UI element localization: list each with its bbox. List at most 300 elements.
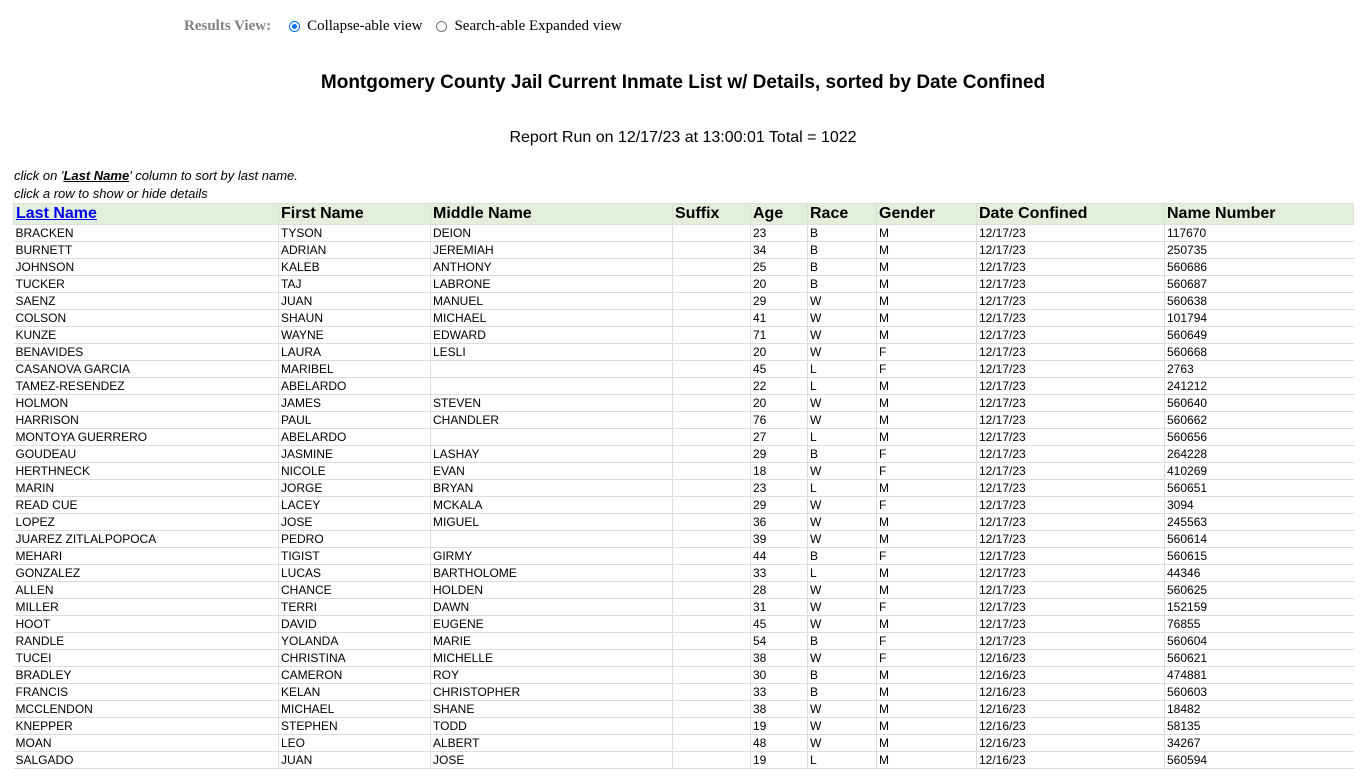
race-cell: W <box>808 395 877 412</box>
gender-cell: M <box>877 565 977 582</box>
middle-name-cell: MARIE <box>431 633 673 650</box>
table-row[interactable] <box>14 480 1354 497</box>
date-confined-cell: 12/16/23 <box>977 735 1165 752</box>
gender-cell: M <box>877 225 977 242</box>
middle-name-cell: LABRONE <box>431 276 673 293</box>
suffix-cell <box>673 718 751 735</box>
report-run-info: Report Run on 12/17/23 at 13:00:01 Total = 1022 <box>509 129 857 146</box>
gender-cell: M <box>877 514 977 531</box>
middle-name-cell: LESLI <box>431 344 673 361</box>
suffix-cell <box>673 599 751 616</box>
last-name-cell: RANDLE <box>14 633 279 650</box>
date-confined-cell: 12/17/23 <box>977 361 1165 378</box>
date-confined-cell: 12/17/23 <box>977 242 1165 259</box>
suffix-cell <box>673 344 751 361</box>
date-confined-cell: 12/17/23 <box>977 446 1165 463</box>
age-cell: 19 <box>751 752 808 769</box>
last-name-cell: MARIN <box>14 480 279 497</box>
gender-cell: F <box>877 497 977 514</box>
sort-instruction-post: ' column to sort by last name. <box>129 168 298 183</box>
table-row[interactable] <box>14 361 1354 378</box>
first-name-cell: KALEB <box>279 259 431 276</box>
last-name-cell: MOAN <box>14 735 279 752</box>
first-name-cell: JUAN <box>279 752 431 769</box>
race-cell: B <box>808 684 877 701</box>
age-cell: 71 <box>751 327 808 344</box>
table-row[interactable] <box>14 293 1354 310</box>
age-cell: 23 <box>751 225 808 242</box>
middle-name-cell: MCKALA <box>431 497 673 514</box>
name-number-cell: 560604 <box>1165 633 1354 650</box>
first-name-cell: ABELARDO <box>279 429 431 446</box>
race-cell: W <box>808 327 877 344</box>
first-name-cell: STEPHEN <box>279 718 431 735</box>
first-name-cell: SHAUN <box>279 310 431 327</box>
race-cell: L <box>808 361 877 378</box>
name-number-cell: 241212 <box>1165 378 1354 395</box>
age-cell: 22 <box>751 378 808 395</box>
table-row[interactable] <box>14 531 1354 548</box>
race-cell: L <box>808 378 877 395</box>
suffix-cell <box>673 497 751 514</box>
middle-name-cell: ROY <box>431 667 673 684</box>
first-name-cell: CHRISTINA <box>279 650 431 667</box>
middle-name-cell <box>431 531 673 548</box>
sort-by-last-name-link[interactable]: Last Name <box>16 205 97 222</box>
date-confined-cell: 12/17/23 <box>977 310 1165 327</box>
table-row[interactable] <box>14 599 1354 616</box>
gender-cell: M <box>877 667 977 684</box>
table-row[interactable] <box>14 259 1354 276</box>
last-name-cell: GOUDEAU <box>14 446 279 463</box>
suffix-cell <box>673 735 751 752</box>
name-number-cell: 76855 <box>1165 616 1354 633</box>
expanded-view-radio[interactable] <box>436 21 447 32</box>
middle-name-cell: GIRMY <box>431 548 673 565</box>
gender-cell: M <box>877 242 977 259</box>
date-confined-cell: 12/17/23 <box>977 412 1165 429</box>
column-header-age: Age <box>751 204 808 225</box>
age-cell: 31 <box>751 599 808 616</box>
sort-instruction-pre: click on ' <box>14 168 64 183</box>
suffix-cell <box>673 310 751 327</box>
suffix-cell <box>673 412 751 429</box>
race-cell: W <box>808 310 877 327</box>
age-cell: 19 <box>751 718 808 735</box>
last-name-cell: HOLMON <box>14 395 279 412</box>
race-cell: B <box>808 633 877 650</box>
page-title: Montgomery County Jail Current Inmate List w/ Details, sorted by Date Confined <box>320 72 1046 93</box>
middle-name-cell: DEION <box>431 225 673 242</box>
suffix-cell <box>673 446 751 463</box>
table-row[interactable] <box>14 225 1354 242</box>
first-name-cell: PEDRO <box>279 531 431 548</box>
table-row[interactable] <box>14 684 1354 701</box>
suffix-cell <box>673 650 751 667</box>
first-name-cell: KELAN <box>279 684 431 701</box>
first-name-cell: JOSE <box>279 514 431 531</box>
name-number-cell: 245563 <box>1165 514 1354 531</box>
date-confined-cell: 12/17/23 <box>977 276 1165 293</box>
suffix-cell <box>673 259 751 276</box>
name-number-cell: 474881 <box>1165 667 1354 684</box>
race-cell: B <box>808 446 877 463</box>
suffix-cell <box>673 361 751 378</box>
collapsible-view-label[interactable]: Collapse-able view <box>307 17 423 34</box>
first-name-cell: LAURA <box>279 344 431 361</box>
middle-name-cell: HOLDEN <box>431 582 673 599</box>
table-row[interactable] <box>14 616 1354 633</box>
last-name-cell: FRANCIS <box>14 684 279 701</box>
gender-cell: M <box>877 718 977 735</box>
table-row[interactable] <box>14 412 1354 429</box>
first-name-cell: MICHAEL <box>279 701 431 718</box>
suffix-cell <box>673 480 751 497</box>
name-number-cell: 560640 <box>1165 395 1354 412</box>
date-confined-cell: 12/17/23 <box>977 463 1165 480</box>
gender-cell: M <box>877 480 977 497</box>
name-number-cell: 117670 <box>1165 225 1354 242</box>
age-cell: 54 <box>751 633 808 650</box>
age-cell: 20 <box>751 344 808 361</box>
table-header-row <box>14 204 1354 225</box>
middle-name-cell: DAWN <box>431 599 673 616</box>
name-number-cell: 264228 <box>1165 446 1354 463</box>
table-row[interactable] <box>14 497 1354 514</box>
first-name-cell: JAMES <box>279 395 431 412</box>
gender-cell: M <box>877 582 977 599</box>
age-cell: 44 <box>751 548 808 565</box>
table-row[interactable] <box>14 429 1354 446</box>
last-name-cell: MILLER <box>14 599 279 616</box>
suffix-cell <box>673 565 751 582</box>
name-number-cell: 560651 <box>1165 480 1354 497</box>
gender-cell: M <box>877 327 977 344</box>
last-name-cell: GONZALEZ <box>14 565 279 582</box>
age-cell: 38 <box>751 650 808 667</box>
race-cell: L <box>808 480 877 497</box>
gender-cell: F <box>877 633 977 650</box>
first-name-cell: LEO <box>279 735 431 752</box>
gender-cell: F <box>877 548 977 565</box>
suffix-cell <box>673 514 751 531</box>
date-confined-cell: 12/17/23 <box>977 514 1165 531</box>
last-name-cell: KNEPPER <box>14 718 279 735</box>
age-cell: 45 <box>751 361 808 378</box>
first-name-cell: TERRI <box>279 599 431 616</box>
first-name-cell: JORGE <box>279 480 431 497</box>
name-number-cell: 560668 <box>1165 344 1354 361</box>
first-name-cell: CHANCE <box>279 582 431 599</box>
gender-cell: M <box>877 684 977 701</box>
age-cell: 45 <box>751 616 808 633</box>
table-row[interactable] <box>14 718 1354 735</box>
first-name-cell: LUCAS <box>279 565 431 582</box>
last-name-cell: BURNETT <box>14 242 279 259</box>
suffix-cell <box>673 667 751 684</box>
first-name-cell: MARIBEL <box>279 361 431 378</box>
date-confined-cell: 12/17/23 <box>977 548 1165 565</box>
name-number-cell: 560638 <box>1165 293 1354 310</box>
last-name-cell: HARRISON <box>14 412 279 429</box>
gender-cell: F <box>877 361 977 378</box>
middle-name-cell: MANUEL <box>431 293 673 310</box>
gender-cell: M <box>877 412 977 429</box>
last-name-cell: SALGADO <box>14 752 279 769</box>
first-name-cell: ABELARDO <box>279 378 431 395</box>
race-cell: W <box>808 531 877 548</box>
suffix-cell <box>673 242 751 259</box>
last-name-cell: HOOT <box>14 616 279 633</box>
table-row[interactable] <box>14 310 1354 327</box>
table-row[interactable] <box>14 701 1354 718</box>
table-row[interactable] <box>14 514 1354 531</box>
column-header-gender: Gender <box>877 204 977 225</box>
age-cell: 23 <box>751 480 808 497</box>
sort-instruction-link[interactable]: Last Name <box>63 168 130 183</box>
table-row[interactable] <box>14 276 1354 293</box>
table-row[interactable] <box>14 582 1354 599</box>
gender-cell: F <box>877 344 977 361</box>
name-number-cell: 18482 <box>1165 701 1354 718</box>
suffix-cell <box>673 293 751 310</box>
expanded-view-option[interactable] <box>436 18 621 35</box>
race-cell: L <box>808 429 877 446</box>
name-number-cell: 410269 <box>1165 463 1354 480</box>
name-number-cell: 44346 <box>1165 565 1354 582</box>
race-cell: W <box>808 514 877 531</box>
age-cell: 33 <box>751 565 808 582</box>
suffix-cell <box>673 327 751 344</box>
inmate-table <box>13 203 1354 769</box>
date-confined-cell: 12/17/23 <box>977 344 1165 361</box>
first-name-cell: YOLANDA <box>279 633 431 650</box>
middle-name-cell: BARTHOLOME <box>431 565 673 582</box>
gender-cell: M <box>877 616 977 633</box>
table-row[interactable] <box>14 548 1354 565</box>
collapsible-view-option[interactable] <box>289 18 422 35</box>
name-number-cell: 250735 <box>1165 242 1354 259</box>
age-cell: 76 <box>751 412 808 429</box>
last-name-cell: CASANOVA GARCIA <box>14 361 279 378</box>
table-row[interactable] <box>14 344 1354 361</box>
date-confined-cell: 12/16/23 <box>977 667 1165 684</box>
name-number-cell: 560686 <box>1165 259 1354 276</box>
name-number-cell: 560621 <box>1165 650 1354 667</box>
age-cell: 29 <box>751 497 808 514</box>
date-confined-cell: 12/17/23 <box>977 395 1165 412</box>
first-name-cell: WAYNE <box>279 327 431 344</box>
date-confined-cell: 12/17/23 <box>977 225 1165 242</box>
age-cell: 38 <box>751 701 808 718</box>
name-number-cell: 560662 <box>1165 412 1354 429</box>
race-cell: W <box>808 582 877 599</box>
date-confined-cell: 12/17/23 <box>977 582 1165 599</box>
middle-name-cell: MICHAEL <box>431 310 673 327</box>
middle-name-cell: CHRISTOPHER <box>431 684 673 701</box>
race-cell: W <box>808 650 877 667</box>
table-row[interactable] <box>14 378 1354 395</box>
name-number-cell: 3094 <box>1165 497 1354 514</box>
name-number-cell: 560649 <box>1165 327 1354 344</box>
age-cell: 18 <box>751 463 808 480</box>
last-name-cell: BRADLEY <box>14 667 279 684</box>
race-cell: L <box>808 752 877 769</box>
name-number-cell: 560614 <box>1165 531 1354 548</box>
table-row[interactable] <box>14 446 1354 463</box>
race-cell: W <box>808 616 877 633</box>
gender-cell: M <box>877 293 977 310</box>
gender-cell: M <box>877 310 977 327</box>
column-header-first-name: First Name <box>279 204 431 225</box>
suffix-cell <box>673 701 751 718</box>
gender-cell: F <box>877 446 977 463</box>
age-cell: 33 <box>751 684 808 701</box>
age-cell: 20 <box>751 276 808 293</box>
middle-name-cell <box>431 361 673 378</box>
last-name-cell: LOPEZ <box>14 514 279 531</box>
race-cell: W <box>808 344 877 361</box>
age-cell: 20 <box>751 395 808 412</box>
date-confined-cell: 12/17/23 <box>977 327 1165 344</box>
name-number-cell: 560594 <box>1165 752 1354 769</box>
middle-name-cell: MIGUEL <box>431 514 673 531</box>
sort-instruction <box>14 168 298 183</box>
last-name-cell: MONTOYA GUERRERO <box>14 429 279 446</box>
column-header-last-name[interactable] <box>14 204 279 225</box>
table-row[interactable] <box>14 752 1354 769</box>
first-name-cell: PAUL <box>279 412 431 429</box>
name-number-cell: 58135 <box>1165 718 1354 735</box>
gender-cell: M <box>877 701 977 718</box>
last-name-cell: TAMEZ-RESENDEZ <box>14 378 279 395</box>
table-row[interactable] <box>14 633 1354 650</box>
gender-cell: F <box>877 650 977 667</box>
suffix-cell <box>673 616 751 633</box>
middle-name-cell: ANTHONY <box>431 259 673 276</box>
age-cell: 34 <box>751 242 808 259</box>
last-name-cell: JUAREZ ZITLALPOPOCA <box>14 531 279 548</box>
table-row[interactable] <box>14 667 1354 684</box>
middle-name-cell: EVAN <box>431 463 673 480</box>
race-cell: W <box>808 293 877 310</box>
gender-cell: M <box>877 395 977 412</box>
suffix-cell <box>673 276 751 293</box>
first-name-cell: JASMINE <box>279 446 431 463</box>
middle-name-cell: SHANE <box>431 701 673 718</box>
race-cell: L <box>808 565 877 582</box>
name-number-cell: 2763 <box>1165 361 1354 378</box>
race-cell: W <box>808 718 877 735</box>
race-cell: B <box>808 276 877 293</box>
date-confined-cell: 12/17/23 <box>977 497 1165 514</box>
column-header-name-number: Name Number <box>1165 204 1354 225</box>
last-name-cell: COLSON <box>14 310 279 327</box>
age-cell: 29 <box>751 293 808 310</box>
first-name-cell: LACEY <box>279 497 431 514</box>
name-number-cell: 560656 <box>1165 429 1354 446</box>
middle-name-cell: EUGENE <box>431 616 673 633</box>
first-name-cell: TYSON <box>279 225 431 242</box>
last-name-cell: TUCEI <box>14 650 279 667</box>
last-name-cell: MCCLENDON <box>14 701 279 718</box>
middle-name-cell: LASHAY <box>431 446 673 463</box>
gender-cell: F <box>877 463 977 480</box>
date-confined-cell: 12/17/23 <box>977 616 1165 633</box>
date-confined-cell: 12/17/23 <box>977 429 1165 446</box>
date-confined-cell: 12/17/23 <box>977 480 1165 497</box>
first-name-cell: TIGIST <box>279 548 431 565</box>
date-confined-cell: 12/17/23 <box>977 531 1165 548</box>
date-confined-cell: 12/17/23 <box>977 293 1165 310</box>
age-cell: 29 <box>751 446 808 463</box>
race-cell: B <box>808 242 877 259</box>
gender-cell: F <box>877 599 977 616</box>
middle-name-cell: EDWARD <box>431 327 673 344</box>
date-confined-cell: 12/17/23 <box>977 378 1165 395</box>
middle-name-cell <box>431 378 673 395</box>
suffix-cell <box>673 582 751 599</box>
first-name-cell: JUAN <box>279 293 431 310</box>
first-name-cell: NICOLE <box>279 463 431 480</box>
results-view-selector <box>184 16 636 36</box>
date-confined-cell: 12/17/23 <box>977 565 1165 582</box>
table-row[interactable] <box>14 735 1354 752</box>
expanded-view-label[interactable]: Search-able Expanded view <box>454 17 622 34</box>
suffix-cell <box>673 531 751 548</box>
name-number-cell: 101794 <box>1165 310 1354 327</box>
column-header-date-confined: Date Confined <box>977 204 1165 225</box>
middle-name-cell: CHANDLER <box>431 412 673 429</box>
gender-cell: M <box>877 378 977 395</box>
table-body <box>14 225 1354 769</box>
race-cell: W <box>808 599 877 616</box>
suffix-cell <box>673 395 751 412</box>
race-cell: B <box>808 225 877 242</box>
first-name-cell: CAMERON <box>279 667 431 684</box>
first-name-cell: DAVID <box>279 616 431 633</box>
table-row[interactable] <box>14 463 1354 480</box>
race-cell: W <box>808 412 877 429</box>
age-cell: 27 <box>751 429 808 446</box>
column-header-race: Race <box>808 204 877 225</box>
last-name-cell: TUCKER <box>14 276 279 293</box>
table-row[interactable] <box>14 242 1354 259</box>
name-number-cell: 560625 <box>1165 582 1354 599</box>
collapsible-view-radio[interactable] <box>289 21 300 32</box>
name-number-cell: 560615 <box>1165 548 1354 565</box>
column-header-suffix: Suffix <box>673 204 751 225</box>
race-cell: W <box>808 735 877 752</box>
table-row[interactable] <box>14 327 1354 344</box>
table-row[interactable] <box>14 650 1354 667</box>
suffix-cell <box>673 548 751 565</box>
last-name-cell: SAENZ <box>14 293 279 310</box>
suffix-cell <box>673 633 751 650</box>
race-cell: W <box>808 701 877 718</box>
suffix-cell <box>673 378 751 395</box>
middle-name-cell: JOSE <box>431 752 673 769</box>
table-row[interactable] <box>14 395 1354 412</box>
table-row[interactable] <box>14 565 1354 582</box>
middle-name-cell: JEREMIAH <box>431 242 673 259</box>
race-cell: W <box>808 497 877 514</box>
last-name-cell: READ CUE <box>14 497 279 514</box>
row-toggle-instruction: click a row to show or hide details <box>14 186 208 201</box>
suffix-cell <box>673 684 751 701</box>
suffix-cell <box>673 429 751 446</box>
middle-name-cell: BRYAN <box>431 480 673 497</box>
